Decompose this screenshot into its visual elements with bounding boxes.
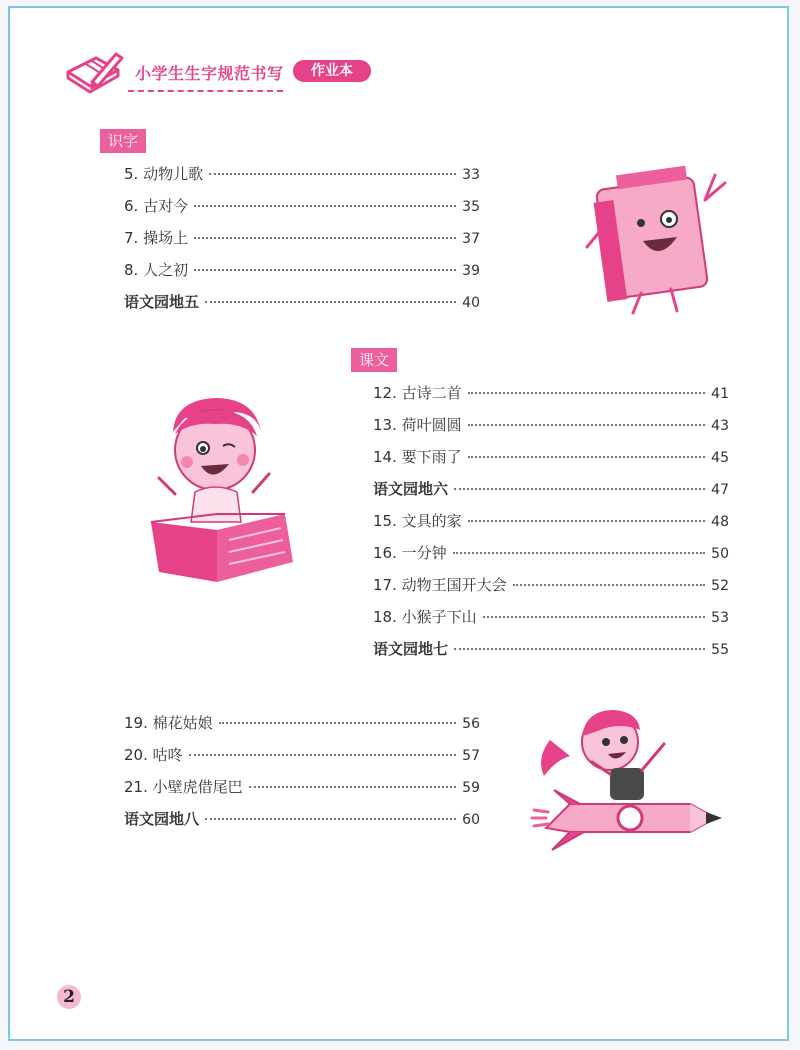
- toc-page: 41: [711, 386, 729, 402]
- toc-leader: [205, 301, 456, 303]
- toc-row[interactable]: [373, 446, 729, 470]
- toc-title: 14. 要下雨了: [373, 448, 462, 466]
- toc-title: 6. 古对今: [124, 197, 189, 215]
- toc-row[interactable]: [373, 382, 729, 406]
- toc-page: 52: [711, 578, 729, 594]
- toc-row[interactable]: [124, 744, 480, 768]
- toc-title: 15. 文具的家: [373, 512, 462, 530]
- toc-title: 17. 动物王国开大会: [373, 576, 507, 594]
- toc-leader: [219, 722, 457, 724]
- toc-row[interactable]: [124, 291, 480, 315]
- toc-row[interactable]: [124, 259, 480, 283]
- toc-page: 60: [462, 812, 480, 828]
- book-title: 小学生生字规范书写: [135, 64, 284, 83]
- toc-title: 19. 棉花姑娘: [124, 714, 213, 732]
- toc-page: 53: [711, 610, 729, 626]
- toc-leader: [468, 392, 706, 394]
- toc-page: 35: [462, 199, 480, 215]
- toc-row[interactable]: [124, 195, 480, 219]
- toc-row[interactable]: [124, 163, 480, 187]
- book-character-icon: [565, 155, 735, 320]
- toc-page: 39: [462, 263, 480, 279]
- toc-row[interactable]: [373, 638, 729, 662]
- toc-row[interactable]: [124, 712, 480, 736]
- toc-row[interactable]: [373, 574, 729, 598]
- pencil-notebook-icon: [62, 50, 128, 96]
- toc-page: 40: [462, 295, 480, 311]
- toc-row[interactable]: [373, 478, 729, 502]
- toc-row[interactable]: [373, 606, 729, 630]
- toc-leader: [194, 237, 456, 239]
- toc-leader: [209, 173, 456, 175]
- book-badge: 作业本: [293, 60, 371, 82]
- toc-leader: [468, 424, 706, 426]
- toc-page: 47: [711, 482, 729, 498]
- toc-leader: [483, 616, 706, 618]
- toc-title: 7. 操场上: [124, 229, 189, 247]
- toc-row[interactable]: [124, 776, 480, 800]
- header-divider: [128, 90, 283, 92]
- section-tag-shizi: 识字: [100, 129, 146, 153]
- toc-page: 48: [711, 514, 729, 530]
- toc-page: 57: [462, 748, 480, 764]
- boy-reading-book-icon: [145, 392, 300, 587]
- toc-page: 33: [462, 167, 480, 183]
- toc-title: 语文园地五: [124, 293, 200, 311]
- toc-title: 21. 小壁虎借尾巴: [124, 778, 243, 796]
- toc-title: 5. 动物儿歌: [124, 165, 204, 183]
- page-number: 2: [57, 985, 81, 1009]
- toc-page: 55: [711, 642, 729, 658]
- toc-leader: [468, 520, 706, 522]
- section-tag-kewen: 课文: [351, 348, 397, 372]
- toc-leader: [454, 488, 705, 490]
- toc-leader: [194, 205, 456, 207]
- toc-row[interactable]: [373, 542, 729, 566]
- toc-row[interactable]: [124, 227, 480, 251]
- toc-leader: [468, 456, 706, 458]
- toc-row[interactable]: [373, 510, 729, 534]
- toc-title: 12. 古诗二首: [373, 384, 462, 402]
- toc-title: 18. 小猴子下山: [373, 608, 477, 626]
- toc-title: 16. 一分钟: [373, 544, 447, 562]
- toc-leader: [513, 584, 706, 586]
- toc-leader: [205, 818, 456, 820]
- toc-title: 8. 人之初: [124, 261, 189, 279]
- toc-leader: [189, 754, 457, 756]
- toc-leader: [454, 648, 705, 650]
- toc-title: 语文园地八: [124, 810, 200, 828]
- toc-page: 43: [711, 418, 729, 434]
- toc-title: 20. 咕咚: [124, 746, 183, 764]
- toc-row[interactable]: [373, 414, 729, 438]
- toc-leader: [194, 269, 456, 271]
- toc-title: 语文园地七: [373, 640, 449, 658]
- toc-page: 45: [711, 450, 729, 466]
- toc-page: 37: [462, 231, 480, 247]
- toc-title: 13. 荷叶圆圆: [373, 416, 462, 434]
- toc-title: 语文园地六: [373, 480, 449, 498]
- toc-leader: [249, 786, 457, 788]
- toc-row[interactable]: [124, 808, 480, 832]
- girl-on-pencil-rocket-icon: [530, 700, 730, 860]
- toc-leader: [453, 552, 706, 554]
- toc-page: 50: [711, 546, 729, 562]
- toc-page: 59: [462, 780, 480, 796]
- toc-page: 56: [462, 716, 480, 732]
